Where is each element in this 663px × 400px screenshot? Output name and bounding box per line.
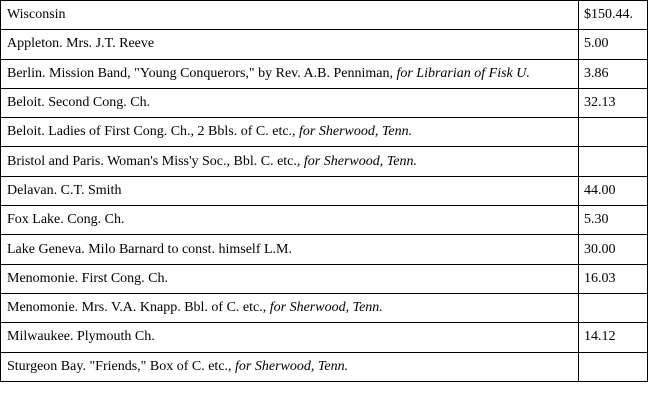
donor-text: Lake Geneva. Milo Barnard to const. himself L.M. <box>7 241 292 257</box>
donor-cell <box>1 352 579 381</box>
donor-cell <box>1 59 579 88</box>
donor-text: Beloit. Ladies of First Cong. Ch., 2 Bbls. of C. etc., <box>7 124 300 140</box>
donor-cell <box>1 264 579 293</box>
donor-cell <box>1 88 579 117</box>
amount-cell <box>579 147 648 176</box>
amount-cell: 5.30 <box>579 206 648 235</box>
donor-text: Menomonie. First Cong. Ch. <box>7 270 169 286</box>
donor-cell <box>1 235 579 264</box>
designation-note: for Sherwood, Tenn. <box>303 153 417 169</box>
amount-cell: 44.00 <box>579 176 648 205</box>
table-row <box>1 147 648 176</box>
table-row <box>1 59 648 88</box>
donor-text: Beloit. Second Cong. Ch. <box>7 95 151 111</box>
donor-cell <box>1 30 579 59</box>
donor-cell <box>1 323 579 352</box>
donor-cell <box>1 293 579 322</box>
table-row <box>1 352 648 381</box>
donor-cell <box>1 1 579 30</box>
amount-cell: 16.03 <box>579 264 648 293</box>
table-row <box>1 264 648 293</box>
amount-cell: 14.12 <box>579 323 648 352</box>
donor-text: Menomonie. Mrs. V.A. Knapp. Bbl. of C. etc., <box>7 300 270 316</box>
donor-text: Appleton. Mrs. J.T. Reeve <box>7 36 155 52</box>
amount-cell: 32.13 <box>579 88 648 117</box>
table-row <box>1 118 648 147</box>
table-row <box>1 176 648 205</box>
amount-cell: 3.86 <box>579 59 648 88</box>
amount-cell: $150.44. <box>579 1 648 30</box>
table-row <box>1 323 648 352</box>
table-row <box>1 235 648 264</box>
donor-cell <box>1 206 579 235</box>
amount-cell: 5.00 <box>579 30 648 59</box>
designation-note: for Librarian of Fisk U. <box>396 65 530 81</box>
donor-text: Sturgeon Bay. "Friends," Box of C. etc., <box>7 358 236 374</box>
donor-text: Bristol and Paris. Woman's Miss'y Soc., Bbl. C. etc., <box>7 153 304 169</box>
donor-cell <box>1 176 579 205</box>
donor-text: Milwaukee. Plymouth Ch. <box>7 329 155 345</box>
donor-text: Fox Lake. Cong. Ch. <box>7 212 125 228</box>
amount-cell <box>579 352 648 381</box>
donor-cell <box>1 147 579 176</box>
donor-cell <box>1 118 579 147</box>
amount-cell <box>579 118 648 147</box>
table-row <box>1 88 648 117</box>
donations-table-body <box>1 1 648 382</box>
donor-text: Berlin. Mission Band, "Young Conquerors," by Rev. A.B. Penniman, <box>7 65 397 81</box>
table-row <box>1 206 648 235</box>
designation-note: for Sherwood, Tenn. <box>235 358 349 374</box>
table-row <box>1 30 648 59</box>
table-row <box>1 1 648 30</box>
table-row <box>1 293 648 322</box>
amount-cell <box>579 293 648 322</box>
designation-note: for Sherwood, Tenn. <box>269 300 383 316</box>
donor-text: Delavan. C.T. Smith <box>7 182 122 198</box>
designation-note: for Sherwood, Tenn. <box>299 124 413 140</box>
donor-text: Wisconsin <box>7 7 66 23</box>
amount-cell: 30.00 <box>579 235 648 264</box>
